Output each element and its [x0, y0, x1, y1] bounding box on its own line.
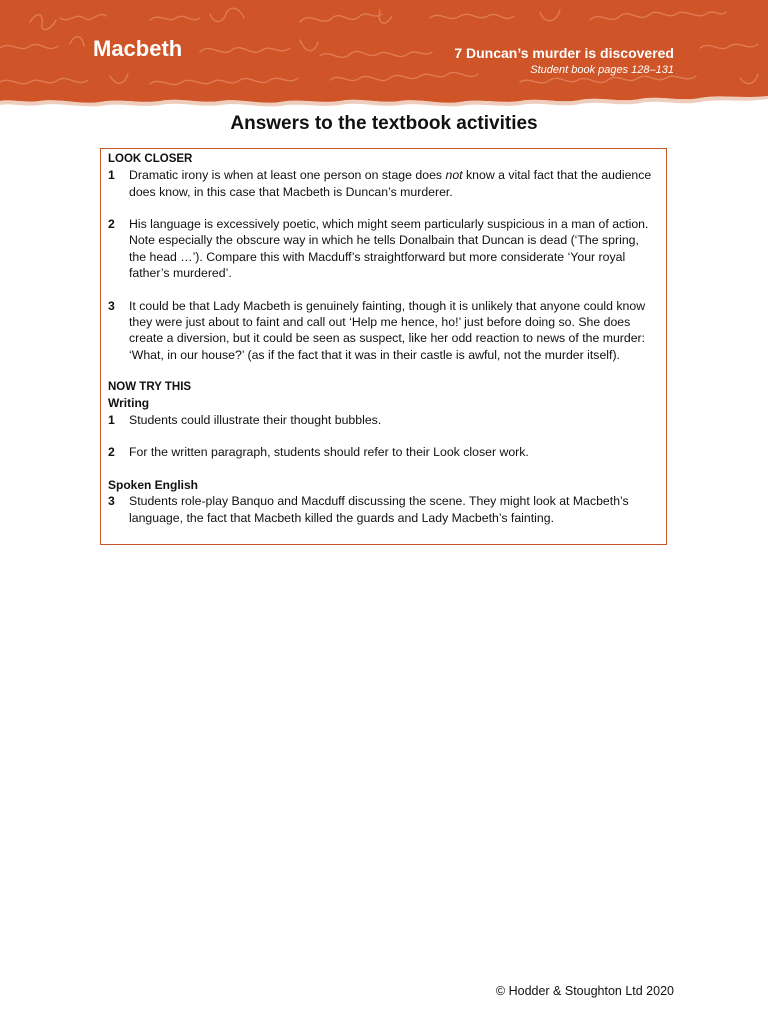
answer-number: 1 [108, 412, 115, 427]
section-heading-look-closer: LOOK CLOSER [108, 153, 193, 165]
answer-text-part: Dramatic irony is when at least one person on stage does [129, 168, 446, 183]
answer-item [108, 216, 658, 281]
answer-item [108, 412, 658, 428]
chapter-title: 7 Duncan’s murder is discovered [454, 45, 674, 61]
answer-text: It could be that Lady Macbeth is genuinely fainting, though it is unlikely that anyone could know they were just about to faint and call out ‘Help me hence, ho!’ just before doing so. She does create a diversion, but it could be seen as suspect, like her odd reaction to news of the murder: ‘What, in our house?’ (as if the fact that it was in their castle is awful, not the murder itself). [129, 298, 646, 362]
answer-number: 3 [108, 298, 115, 313]
answer-text: For the written paragraph, students should refer to their Look closer work. [129, 445, 529, 460]
answer-text-part: know a vital fact that the audience does know, in this case that Macbeth is Duncan’s murderer. [129, 168, 652, 199]
answer-number: 2 [108, 217, 115, 232]
answer-item [108, 493, 658, 526]
subheading-spoken-english: Spoken English [108, 477, 199, 492]
subheading-writing: Writing [108, 396, 150, 411]
answer-text [129, 167, 658, 200]
answers-box [100, 148, 667, 545]
answer-text: Students role-play Banquo and Macduff discussing the scene. They might look at Macbeth’s language, the fact that Macbeth killed the guards and Lady Macbeth’s fainting. [129, 494, 629, 525]
student-book-pages: Student book pages 128–131 [530, 64, 674, 76]
answer-item [108, 167, 658, 200]
copyright-notice: © Hodder & Stoughton Ltd 2020 [495, 984, 674, 998]
section-heading-now-try-this: NOW TRY THIS [108, 381, 192, 394]
page-title: Answers to the textbook activities [230, 113, 538, 134]
book-title: Macbeth [93, 36, 183, 61]
answer-text: His language is excessively poetic, which might seem particularly suspicious in a man of action. Note especially the obscure way in which he tells Donalbain that Duncan is dead (‘The spring, the head …’). Compare this with Macduff’s straightforward but more considerate ‘Your royal father’s murdered’. [129, 217, 649, 281]
answer-number: 1 [108, 168, 115, 183]
header-banner [0, 0, 768, 108]
answer-number: 3 [108, 494, 115, 509]
answer-text-emphasis: not [445, 168, 463, 183]
answer-item [108, 298, 658, 363]
answer-text: Students could illustrate their thought bubbles. [129, 412, 382, 427]
chapter-info [454, 44, 674, 78]
answer-number: 2 [108, 445, 115, 460]
answer-item [108, 444, 658, 460]
